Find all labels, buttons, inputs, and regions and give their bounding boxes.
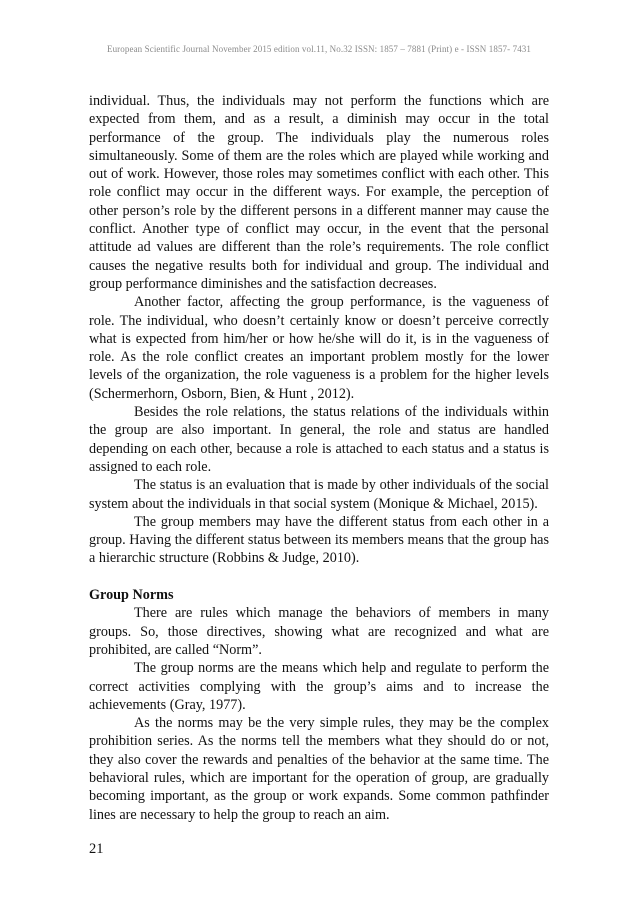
paragraph: The group norms are the means which help and regulate to perform the correct activities complying with the group’s aims and to increase the achievements (Gray, 1977). <box>89 660 549 713</box>
journal-header: European Scientific Journal November 2015 edition vol.11, No.32 ISSN: 1857 – 7881 (Print) e - ISSN 1857- 7431 <box>106 44 532 54</box>
section-heading: Group Norms <box>89 587 174 604</box>
article-body <box>89 92 549 824</box>
paragraph: Another factor, affecting the group performance, is the vagueness of role. The individual, who doesn’t certainly know or doesn’t perceive correctly what is expected from him/her or how he/she will do it, is in the vagueness of role. As the role conflict creates an important problem mostly for the lower levels of the organization, the role vagueness is a problem for the higher levels (Schermerhorn, Osborn, Bien, & Hunt , 2012). <box>89 294 549 402</box>
paragraph: There are rules which manage the behaviors of members in many groups. So, those directives, showing what are recognized and what are prohibited, are called “Norm”. <box>89 605 549 658</box>
paragraph: The status is an evaluation that is made by other individuals of the social system about the individuals in that social system (Monique & Michael, 2015). <box>89 477 549 512</box>
paragraph: individual. Thus, the individuals may not perform the functions which are expected from them, and as a result, a diminish may occur in the total performance of the group. The individuals play the numerous roles simultaneously. Some of them are the roles which are played while working and out of work. However, those roles may sometimes conflict with each other. This role conflict may occur in the different ways. For example, the perception of other person’s role by the different persons in a different manner may cause the conflict. Another type of conflict may occur, in the event that the personal attitude ad values are different than the role’s requirements. The role conflict causes the negative results both for individual and group. The individual and group performance diminishes and the satisfaction decreases. <box>89 93 549 292</box>
paragraph: The group members may have the different status from each other in a group. Having the different status between its members means that the group has a hierarchic structure (Robbins & Judge, 2010). <box>89 513 549 567</box>
paragraph: Besides the role relations, the status relations of the individuals within the group are also important. In general, the role and status are handled depending on each other, because a role is attached to each status and a status is assigned to each role. <box>89 404 549 475</box>
page-number: 21 <box>89 841 104 857</box>
paragraph: As the norms may be the very simple rules, they may be the complex prohibition series. As the norms tell the members what they should do or not, they also cover the rewards and penalties of the behavior at the same time. The behavioral rules, which are important for the operation of group, are gradually becoming important, as the group or work expands. Some common pathfinder lines are necessary to help the group to reach an aim. <box>89 715 549 823</box>
